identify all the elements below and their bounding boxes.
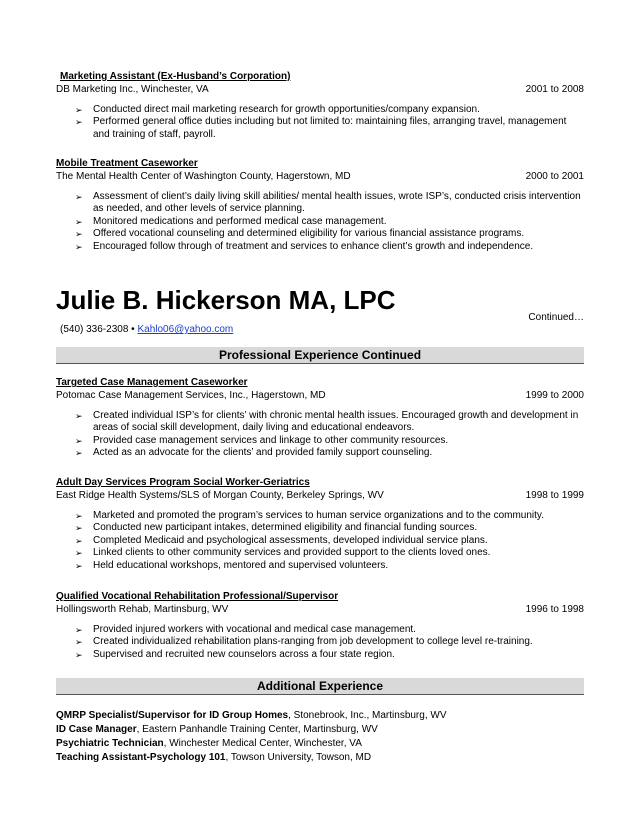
job-org-line <box>56 603 584 616</box>
bullet-item: ➢ Held educational workshops, mentored and supervised volunteers. <box>75 559 389 571</box>
job-org-line <box>56 170 584 183</box>
email-link[interactable]: Kahlo06@yahoo.com <box>137 324 234 335</box>
job-bullets <box>56 104 584 141</box>
job-dates: 1999 to 2000 <box>525 390 584 401</box>
job-title: Qualified Vocational Rehabilitation Professional/Supervisor <box>56 591 339 602</box>
bullet-item: ➢ Created individual ISP’s for clients’ with chronic mental health issues. Encouraged growth and development in areas of social skill development, daily living and educational endeavors. <box>75 410 579 434</box>
bullet-item: ➢ Provided injured workers with vocational and medical case management. <box>75 624 416 635</box>
job-organization: DB Marketing Inc., Winchester, VA <box>56 84 209 95</box>
arrow-bullet-icon: ➢ <box>75 448 83 459</box>
job-title: Targeted Case Management Caseworker <box>56 377 248 388</box>
job-dates: 1996 to 1998 <box>525 604 584 615</box>
section-heading-additional-experience: Additional Experience <box>56 678 584 695</box>
job-dates: 1998 to 1999 <box>525 490 584 501</box>
job-dates: 2000 to 2001 <box>525 171 584 182</box>
bullet-item: ➢ Conducted direct mail marketing research for growth opportunities/company expansion. <box>75 104 480 115</box>
arrow-bullet-icon: ➢ <box>75 117 83 128</box>
arrow-bullet-icon: ➢ <box>75 548 83 559</box>
job-organization: East Ridge Health Systems/SLS of Morgan County, Berkeley Springs, WV <box>56 490 384 501</box>
job-title: Adult Day Services Program Social Worker-Geriatrics <box>56 477 310 488</box>
bullet-item: ➢ Linked clients to other community services and provided support to the clients loved ones. <box>75 547 491 559</box>
list-item: QMRP Specialist/Supervisor for ID Group Homes, Stonebrook, Inc., Martinsburg, WV <box>56 710 447 721</box>
job-title: Marketing Assistant (Ex-Husband’s Corporation) <box>60 71 291 82</box>
contact-line <box>60 324 233 335</box>
bullet-item: ➢ Encouraged follow through of treatment and services to enhance client’s growth and independence. <box>75 240 534 252</box>
list-item: Teaching Assistant-Psychology 101, Towson University, Towson, MD <box>56 752 372 763</box>
job-org-line <box>56 83 584 96</box>
arrow-bullet-icon: ➢ <box>75 560 83 571</box>
separator-dot: • <box>131 324 135 335</box>
bullet-item: ➢ Provided case management services and linkage to other community resources. <box>75 434 449 446</box>
bullet-item: ➢ Monitored medications and performed medical case management. <box>75 215 387 227</box>
arrow-bullet-icon: ➢ <box>75 625 83 635</box>
arrow-bullet-icon: ➢ <box>75 192 83 202</box>
job-entry <box>56 376 584 460</box>
job-entry <box>56 70 584 141</box>
bullet-item: ➢ Completed Medicaid and psychological assessments, developed individual service plans. <box>75 534 488 546</box>
bullet-item: ➢ Acted as an advocate for the clients’ and provided family support counseling. <box>75 447 433 459</box>
arrow-bullet-icon: ➢ <box>75 511 83 521</box>
arrow-bullet-icon: ➢ <box>75 637 83 648</box>
arrow-bullet-icon: ➢ <box>75 535 83 546</box>
arrow-bullet-icon: ➢ <box>75 229 83 240</box>
job-entry <box>56 590 584 661</box>
arrow-bullet-icon: ➢ <box>75 411 83 421</box>
job-bullets <box>56 624 584 661</box>
job-entry <box>56 476 584 572</box>
job-bullets <box>56 410 584 460</box>
list-item: Psychiatric Technician, Winchester Medical Center, Winchester, VA <box>56 738 362 749</box>
bullet-item: ➢ Created individualized rehabilitation plans-ranging from job development to college level re-training. <box>75 636 533 648</box>
bullet-item: ➢ Offered vocational counseling and determined eligibility for various financial assistance programs. <box>75 228 525 240</box>
additional-experience-list <box>56 709 584 765</box>
job-organization: The Mental Health Center of Washington County, Hagerstown, MD <box>56 171 351 182</box>
arrow-bullet-icon: ➢ <box>75 241 83 252</box>
job-bullets <box>56 510 584 572</box>
arrow-bullet-icon: ➢ <box>75 649 83 660</box>
arrow-bullet-icon: ➢ <box>75 216 83 227</box>
arrow-bullet-icon: ➢ <box>75 105 83 115</box>
job-title: Mobile Treatment Caseworker <box>56 158 198 169</box>
bullet-item: ➢ Conducted new participant intakes, determined eligibility and financial funding sources. <box>75 522 478 534</box>
continued-label: Continued… <box>528 312 584 323</box>
job-bullets <box>56 191 584 253</box>
bullet-item: ➢ Performed general office duties including but not limited to: maintaining files, arranging travel, management and training of staff, payroll. <box>75 116 567 140</box>
phone-number: (540) 336-2308 <box>60 324 129 335</box>
bullet-item: ➢ Assessment of client’s daily living skill abilities/ mental health issues, wrote ISP’s, conducted crisis intervention as needed, and other levels of service planning. <box>75 191 581 215</box>
applicant-name: Julie B. Hickerson MA, LPC <box>56 285 396 315</box>
name-header <box>56 284 396 316</box>
list-item: ID Case Manager, Eastern Panhandle Training Center, Martinsburg, WV <box>56 724 378 735</box>
bullet-item: ➢ Supervised and recruited new counselors across a four state region. <box>75 648 395 660</box>
bullet-item: ➢ Marketed and promoted the program’s services to human service organizations and to the community. <box>75 510 544 521</box>
job-organization: Hollingsworth Rehab, Martinsburg, WV <box>56 604 229 615</box>
section-heading-experience-continued: Professional Experience Continued <box>56 347 584 364</box>
job-org-line <box>56 489 584 502</box>
job-entry <box>56 157 584 253</box>
arrow-bullet-icon: ➢ <box>75 435 83 446</box>
job-organization: Potomac Case Management Services, Inc., Hagerstown, MD <box>56 390 326 401</box>
job-org-line <box>56 389 584 402</box>
job-dates: 2001 to 2008 <box>525 84 584 95</box>
arrow-bullet-icon: ➢ <box>75 523 83 534</box>
